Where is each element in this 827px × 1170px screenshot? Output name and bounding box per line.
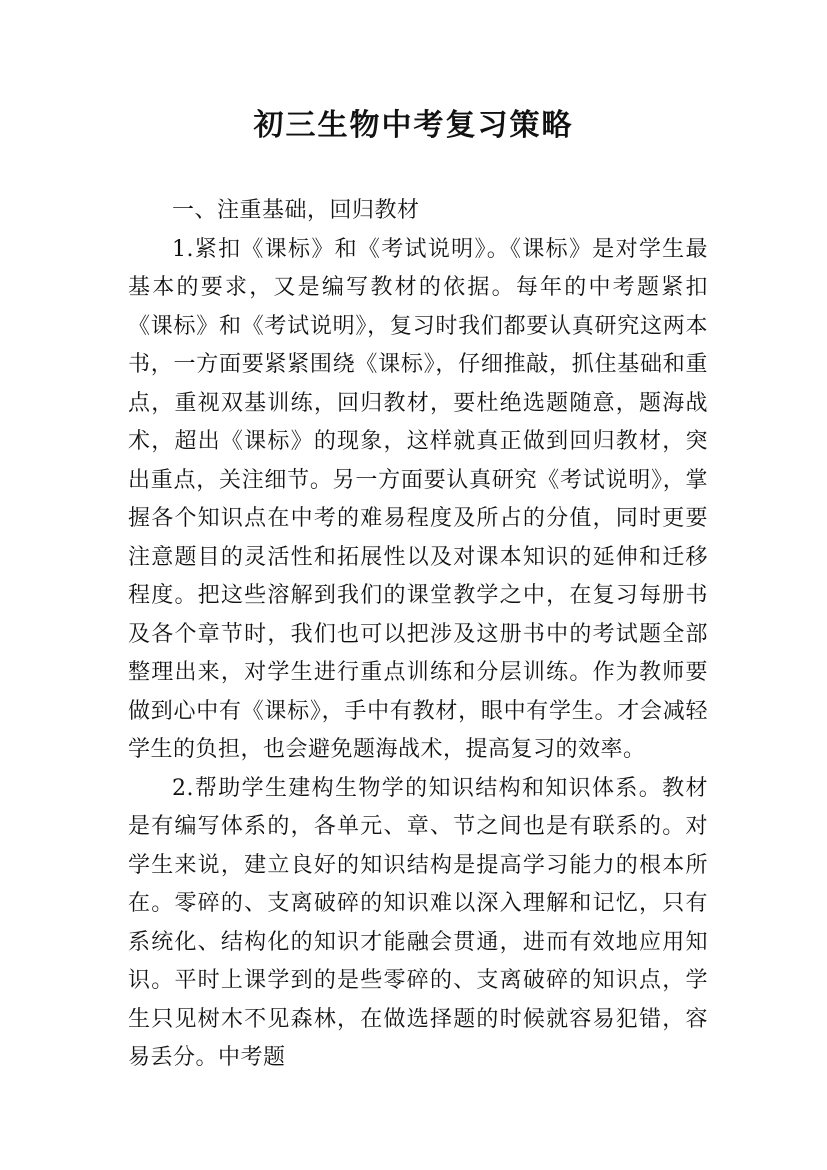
- section-heading: 一、注重基础，回归教材: [172, 198, 420, 223]
- paragraph: 1.紧扣《课标》和《考试说明》。《课标》是对学生最基本的要求，又是编写教材的依据。每年的中考题紧扣《课标》和《考试说明》，复习时我们都要认真研究这两本书，一方面要紧紧围绕《课标》，仔细推敲，抓住基础和重点，重视双基训练，回归教材，要杜绝选题随意，题海战术，超出《课标》的现象，这样就真正做到回归教材，突出重点，关注细节。另一方面要认真研究《考试说明》，掌握各个知识点在中考的难易程度及所占的分值，同时更要注意题目的灵活性和拓展性以及对课本知识的延伸和迁移程度。把这些溶解到我们的课堂教学之中，在复习每册书及各个章节时，我们也可以把涉及这册书中的考试题全部整理出来，对学生进行重点训练和分层训练。作为教师要做到心中有《课标》，手中有教材，眼中有学生。才会减轻学生的负担，也会避免题海战术，提高复习的效率。: [128, 236, 708, 762]
- document-body: [128, 192, 708, 1078]
- document-title: 初三生物中考复习策略: [253, 108, 574, 143]
- paragraph: 2.帮助学生建构生物学的知识结构和知识体系。教材是有编写体系的，各单元、章、节之间也是有联系的。对学生来说，建立良好的知识结构是提高学习能力的根本所在。零碎的、支离破碎的知识难以深入理解和记忆，只有系统化、结构化的知识才能融会贯通，进而有效地应用知识。平时上课学到的是些零碎的、支离破碎的知识点，学生只见树木不见森林，在做选择题的时候就容易犯错，容易丢分。中考题: [128, 775, 708, 1070]
